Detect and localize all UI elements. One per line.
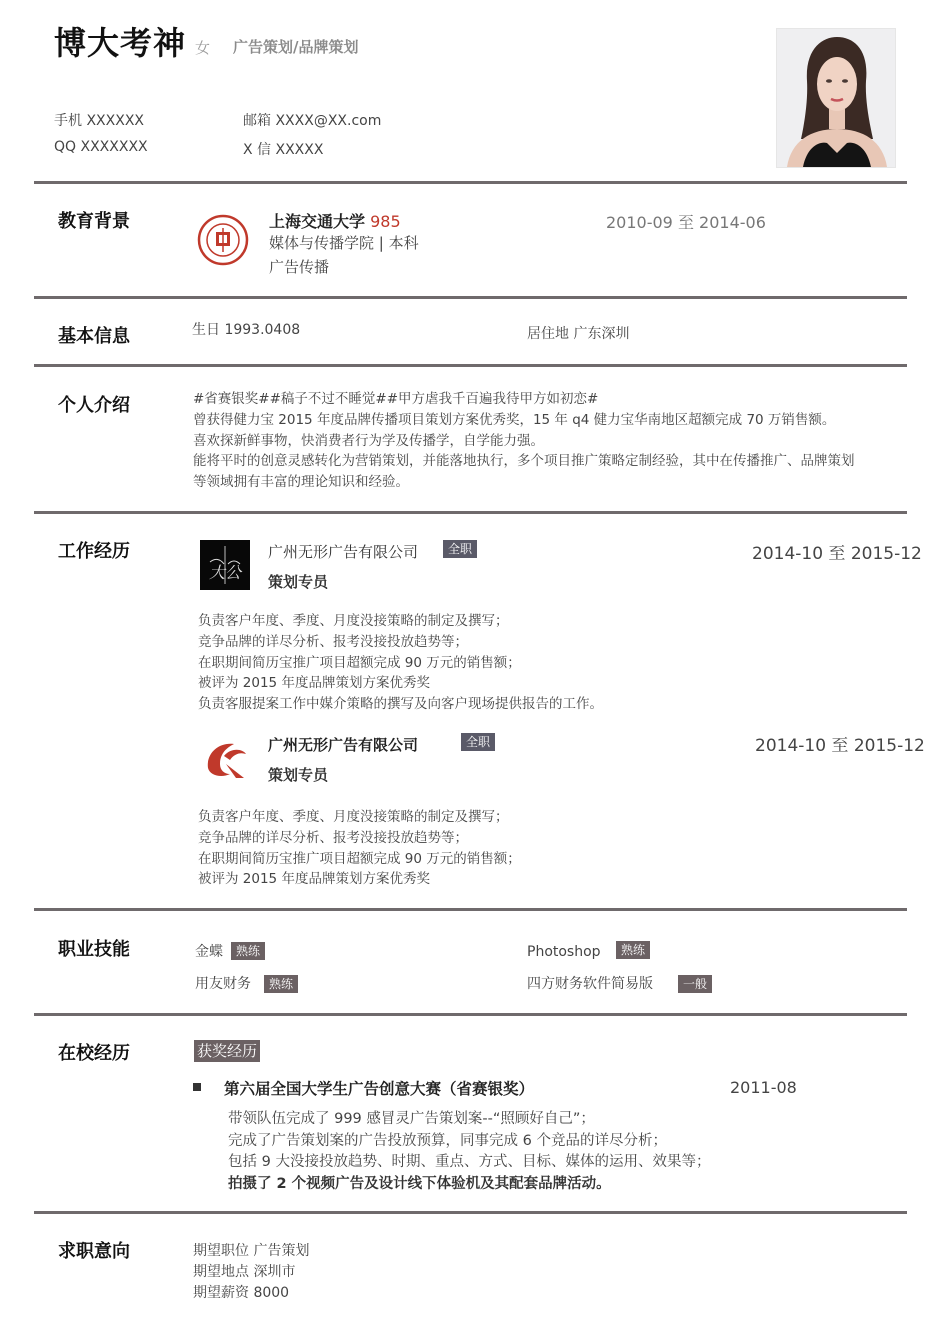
award-title: 第六届全国大学生广告创意大赛（省赛银奖） — [224, 1080, 535, 1098]
section-title-intro: 个人介绍 — [58, 395, 130, 416]
school-logo-icon — [197, 214, 249, 266]
skill-level-badge: 熟练 — [616, 941, 650, 959]
company-logo-text: 大公 — [208, 563, 242, 582]
duty-line: 在职期间简历宝推广项目超额完成 90 万元的销售额； — [198, 654, 521, 671]
award-line: 完成了广告策划案的广告投放预算，同事完成 6 个竞品的详尽分析； — [228, 1132, 667, 1149]
divider — [34, 181, 907, 184]
expected-salary: 期望薪资 8000 — [193, 1285, 290, 1301]
skill-name: Photoshop — [527, 944, 601, 960]
award-line: 包括 9 大没接投放趋势、时期、重点、方式、目标、媒体的运用、效果等； — [228, 1154, 711, 1170]
intro-line: 能将平时的创意灵感转化为营销策划，并能落地执行，多个项目推广策略定制经验，其中在传播推广、品牌策划 — [193, 453, 855, 470]
skill-level-badge: 熟练 — [231, 942, 265, 960]
section-title-work: 工作经历 — [58, 541, 130, 562]
intro-line: 曾获得健力宝 2015 年度品牌传播项目策划方案优秀奖，15 年 q4 健力宝华南地区超额完成 70 万销售额。 — [193, 411, 836, 428]
college: 媒体与传播学院 | 本科 — [269, 234, 419, 252]
divider — [34, 1013, 907, 1016]
job-position: 策划专员 — [268, 766, 329, 784]
award-tag: 获奖经历 — [194, 1040, 260, 1062]
duty-line: 竞争品牌的详尽分析、报考没接投放趋势等； — [198, 633, 468, 650]
intro-line: 等领域拥有丰富的理论知识和经验。 — [193, 474, 409, 491]
duty-line: 竞争品牌的详尽分析、报考没接投放趋势等； — [198, 829, 468, 846]
bullet-square-icon — [193, 1083, 201, 1091]
skill-name: 用友财务 — [195, 976, 251, 992]
intention-details — [193, 1241, 309, 1304]
company-logo-icon — [200, 540, 250, 590]
skill-level-badge: 一般 — [678, 975, 712, 993]
job-duties — [198, 611, 898, 715]
qq: QQ XXXXXXX — [54, 139, 148, 155]
intro-line: 喜欢探新鲜事物，快消费者行为学及传播学，自学能力强。 — [193, 432, 544, 449]
award-line-bold: 拍摄了 2 个视频广告及设计线下体验机及其配套品牌活动。 — [228, 1175, 611, 1192]
divider — [34, 1211, 907, 1214]
duty-line: 被评为 2015 年度品牌策划方案优秀奖 — [198, 871, 430, 888]
residence: 居住地 广东深圳 — [527, 326, 630, 342]
skill-level-badge: 熟练 — [264, 975, 298, 993]
company-name: 广州无形广告有限公司 — [268, 543, 419, 561]
email: 邮箱 XXXX@XX.com — [243, 113, 382, 129]
expected-location: 期望地点 深圳市 — [193, 1264, 296, 1280]
job-type-badge: 全职 — [443, 540, 477, 558]
intro-text — [193, 389, 908, 493]
duty-line: 在职期间简历宝推广项目超额完成 90 万元的销售额； — [198, 850, 521, 867]
phone: 手机 XXXXXX — [54, 113, 144, 129]
divider — [34, 908, 907, 911]
award-line: 带领队伍完成了 999 感冒灵广告策划案--“照顾好自己”； — [228, 1111, 595, 1127]
company-logo-icon — [200, 734, 250, 784]
duty-line: 负责客户年度、季度、月度没接策略的制定及撰写； — [198, 809, 509, 825]
duty-line: 负责客户年度、季度、月度没接策略的制定及撰写； — [198, 613, 509, 629]
divider — [34, 511, 907, 514]
section-title-education: 教育背景 — [58, 211, 130, 232]
duty-line: 负责客服提案工作中媒介策略的撰写及向客户现场提供报告的工作。 — [198, 696, 603, 713]
job-type-badge: 全职 — [461, 733, 495, 751]
section-title-basic-info: 基本信息 — [58, 326, 130, 347]
profile-photo — [776, 28, 896, 168]
job-duties — [198, 807, 898, 890]
major: 广告传播 — [269, 258, 330, 276]
job-title: 广告策划/品牌策划 — [233, 38, 359, 56]
school-name: 上海交通大学 — [269, 212, 366, 231]
section-title-intention: 求职意向 — [58, 1241, 130, 1262]
expected-position: 期望职位 广告策划 — [193, 1243, 310, 1259]
duty-line: 被评为 2015 年度品牌策划方案优秀奖 — [198, 675, 430, 692]
birthday: 生日 1993.0408 — [192, 322, 301, 338]
wechat: X 信 XXXXX — [243, 142, 324, 158]
divider — [34, 296, 907, 299]
divider — [34, 364, 907, 367]
skill-name: 四方财务软件简易版 — [527, 976, 653, 992]
job-period: 2014-10 至 2015-12 — [755, 736, 925, 756]
job-position: 策划专员 — [268, 573, 329, 591]
section-title-campus: 在校经历 — [58, 1043, 130, 1064]
skill-name: 金蝶 — [195, 944, 223, 960]
award-date: 2011-08 — [730, 1078, 797, 1097]
gender: 女 — [195, 39, 211, 57]
section-title-skills: 职业技能 — [58, 939, 130, 960]
school-rank: 985 — [370, 212, 401, 231]
candidate-name: 博大考神 — [54, 24, 187, 62]
award-details — [228, 1109, 878, 1195]
company-name: 广州无形广告有限公司 — [268, 736, 419, 754]
job-period: 2014-10 至 2015-12 — [752, 544, 922, 564]
education-period: 2010-09 至 2014-06 — [606, 213, 766, 232]
intro-line: #省赛银奖##稿子不过不睡觉##甲方虐我千百遍我待甲方如初恋# — [193, 391, 599, 407]
